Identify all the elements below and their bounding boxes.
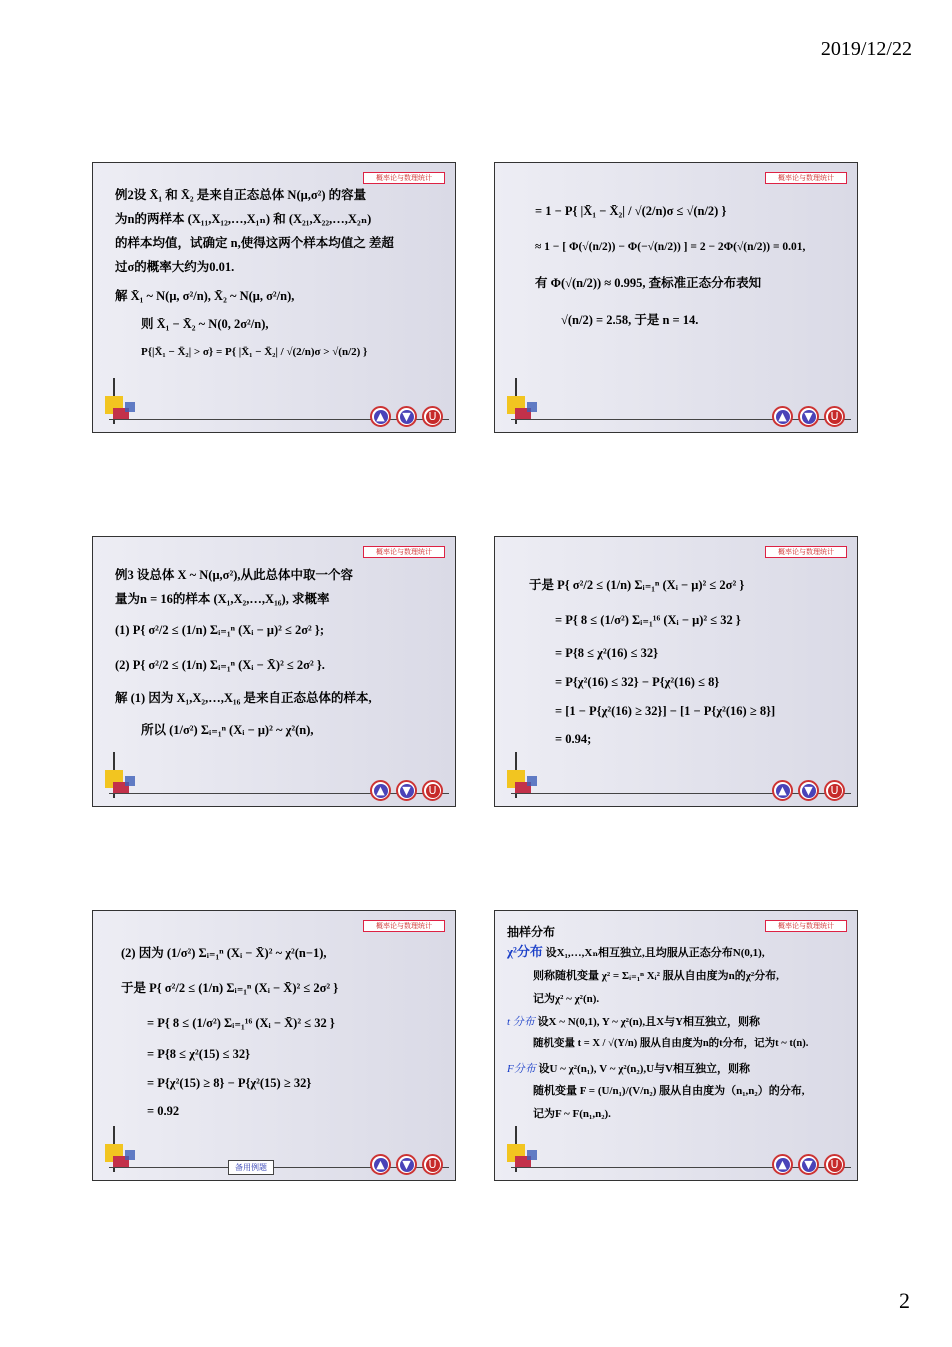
arrow-up-icon: ▲ bbox=[776, 410, 790, 424]
text-line: 设U ~ χ²(n₁), V ~ χ²(n₂),U与V相互独立，则称 bbox=[538, 1062, 750, 1075]
text-line: (2) 因为 (1/σ²) Σᵢ₌₁ⁿ (Xᵢ − X̄)² ~ χ²(n−1), bbox=[121, 946, 327, 960]
return-icon: U bbox=[426, 784, 440, 798]
arrow-up-icon: ▲ bbox=[776, 784, 790, 798]
text-line: = P{8 ≤ χ²(16) ≤ 32} bbox=[555, 645, 659, 660]
text-line: 所以 (1/σ²) Σᵢ₌₁ⁿ (Xᵢ − μ)² ~ χ²(n), bbox=[141, 723, 314, 738]
course-tag: 概率论与数理统计 bbox=[363, 920, 445, 932]
text-line: 随机变量 F = (U/n₁)/(V/n₂) 服从自由度为（n₁,n₂）的分布, bbox=[533, 1085, 805, 1098]
text-line: 于是 P{ σ²/2 ≤ (1/n) Σᵢ₌₁ⁿ (Xᵢ − μ)² ≤ 2σ² } bbox=[529, 578, 745, 592]
text-line: = 0.94; bbox=[555, 732, 592, 747]
corner-decoration bbox=[501, 754, 541, 798]
return-icon: U bbox=[828, 410, 842, 424]
text-line: = P{ 8 ≤ (1/σ²) Σᵢ₌₁¹⁶ (Xᵢ − μ)² ≤ 32 } bbox=[555, 612, 741, 627]
chi-square-label: χ²分布 bbox=[507, 944, 543, 959]
corner-decoration bbox=[501, 380, 541, 424]
slide-topic: 抽样分布 bbox=[507, 925, 556, 939]
slide-nav bbox=[370, 780, 443, 801]
text-line: 量为n = 16的样本 (X₁,X₂,…,X₁₆), 求概率 bbox=[115, 591, 330, 606]
course-tag: 概率论与数理统计 bbox=[765, 920, 847, 932]
prev-slide-button[interactable] bbox=[772, 406, 793, 427]
slide-example-3-part-2 bbox=[92, 910, 456, 1181]
page-number: 2 bbox=[899, 1288, 910, 1313]
text-line: 为n的两样本 (X₁₁,X₁₂,…,X₁ₙ) 和 (X₂₁,X₂₂,…,X₂ₙ) bbox=[115, 211, 372, 226]
slide-content bbox=[121, 945, 445, 1127]
text-line: 例2设 X̄₁ 和 X̄₂ 是来自正态总体 N(μ,σ²) 的容量 bbox=[115, 188, 367, 202]
text-line: = P{χ²(15) ≥ 8} − P{χ²(15) ≥ 32} bbox=[147, 1075, 312, 1090]
arrow-up-icon: ▲ bbox=[374, 410, 388, 424]
text-line: = P{χ²(16) ≤ 32} − P{χ²(16) ≤ 8} bbox=[555, 674, 720, 689]
arrow-down-icon: ▼ bbox=[802, 784, 816, 798]
next-slide-button[interactable] bbox=[396, 406, 417, 427]
text-line: 例3 设总体 X ~ N(μ,σ²),从此总体中取一个容 bbox=[115, 568, 354, 582]
slide-nav bbox=[772, 1154, 845, 1175]
text-line: = [1 − P{χ²(16) ≥ 32}] − [1 − P{χ²(16) ≥ 8}] bbox=[555, 703, 776, 718]
arrow-up-icon: ▲ bbox=[374, 784, 388, 798]
text-line: √(n/2) = 2.58, 于是 n = 14. bbox=[561, 313, 699, 328]
text-line: 过σ的概率大约为0.01. bbox=[115, 259, 235, 274]
return-icon: U bbox=[426, 1158, 440, 1172]
arrow-down-icon: ▼ bbox=[802, 410, 816, 424]
return-icon: U bbox=[426, 410, 440, 424]
slide-sampling-distributions bbox=[494, 910, 858, 1181]
slide-example-2-continued bbox=[494, 162, 858, 433]
slide-content bbox=[115, 567, 445, 746]
prev-slide-button[interactable] bbox=[370, 406, 391, 427]
slide-nav bbox=[370, 1154, 443, 1175]
return-icon: U bbox=[828, 784, 842, 798]
arrow-down-icon: ▼ bbox=[400, 410, 414, 424]
slide-example-3 bbox=[92, 536, 456, 807]
prev-slide-button[interactable] bbox=[370, 780, 391, 801]
corner-decoration bbox=[99, 1128, 139, 1172]
text-line: = P{ 8 ≤ (1/σ²) Σᵢ₌₁¹⁶ (Xᵢ − X̄)² ≤ 32 } bbox=[147, 1015, 335, 1030]
slide-example-2 bbox=[92, 162, 456, 433]
return-button[interactable] bbox=[824, 780, 845, 801]
slide-example-3-solution bbox=[494, 536, 858, 807]
arrow-up-icon: ▲ bbox=[374, 1158, 388, 1172]
text-line: = P{8 ≤ χ²(15) ≤ 32} bbox=[147, 1046, 251, 1061]
return-button[interactable] bbox=[824, 406, 845, 427]
text-line: = 1 − P{ |X̄₁ − X̄₂| / √(2/n)σ ≤ √(n/2) } bbox=[535, 204, 727, 218]
text-line: 解 (1) 因为 X₁,X₂,…,X₁₆ 是来自正态总体的样本, bbox=[115, 690, 372, 705]
text-line: 设X₁,…,Xₙ相互独立,且均服从正态分布N(0,1), bbox=[545, 947, 765, 959]
prev-slide-button[interactable] bbox=[370, 1154, 391, 1175]
text-line: 的样本均值，试确定 n,使得这两个样本均值之 差超 bbox=[115, 235, 394, 250]
arrow-down-icon: ▼ bbox=[400, 1158, 414, 1172]
return-button[interactable] bbox=[422, 1154, 443, 1175]
text-line: 设X ~ N(0,1), Y ~ χ²(n),且X与Y相互独立，则称 bbox=[537, 1015, 761, 1028]
text-line: = 0.92 bbox=[147, 1104, 180, 1119]
page-date: 2019/12/22 bbox=[820, 38, 912, 60]
return-button[interactable] bbox=[422, 780, 443, 801]
text-line: P{|X̄₁ − X̄₂| > σ} = P{ |X̄₁ − X̄₂| / √(2/n)σ > √(n/2) } bbox=[141, 346, 368, 359]
arrow-up-icon: ▲ bbox=[776, 1158, 790, 1172]
text-line: 于是 P{ σ²/2 ≤ (1/n) Σᵢ₌₁ⁿ (Xᵢ − X̄)² ≤ 2σ² } bbox=[121, 980, 339, 995]
next-slide-button[interactable] bbox=[798, 780, 819, 801]
f-definition bbox=[507, 1062, 847, 1077]
next-slide-button[interactable] bbox=[396, 780, 417, 801]
slide-content bbox=[115, 187, 445, 367]
text-line: ≈ 1 − [ Φ(√(n/2)) − Φ(−√(n/2)) ] = 2 − 2Φ(√(n/2)) = 0.01, bbox=[535, 240, 806, 253]
course-tag: 概率论与数理统计 bbox=[363, 546, 445, 558]
text-line: (1) P{ σ²/2 ≤ (1/n) Σᵢ₌₁ⁿ (Xᵢ − μ)² ≤ 2σ² }; bbox=[115, 622, 324, 637]
slide-nav bbox=[370, 406, 443, 427]
next-slide-button[interactable] bbox=[798, 406, 819, 427]
text-line: (2) P{ σ²/2 ≤ (1/n) Σᵢ₌₁ⁿ (Xᵢ − X̄)² ≤ 2σ² }. bbox=[115, 657, 325, 672]
f-label: F分布 bbox=[507, 1062, 536, 1075]
text-line: 记为χ² ~ χ²(n). bbox=[533, 992, 600, 1005]
text-line: 解 X̄₁ ~ N(μ, σ²/n), X̄₂ ~ N(μ, σ²/n), bbox=[115, 288, 295, 303]
corner-decoration bbox=[501, 1128, 541, 1172]
slide-nav bbox=[772, 406, 845, 427]
return-button[interactable] bbox=[422, 406, 443, 427]
slide-content bbox=[535, 203, 847, 336]
slide-content bbox=[529, 577, 847, 755]
return-icon: U bbox=[828, 1158, 842, 1172]
course-tag: 概率论与数理统计 bbox=[363, 172, 445, 184]
t-label: t 分布 bbox=[507, 1015, 535, 1028]
text-line: 记为F ~ F(n₁,n₂). bbox=[533, 1108, 611, 1121]
prev-slide-button[interactable] bbox=[772, 780, 793, 801]
corner-decoration bbox=[99, 380, 139, 424]
corner-decoration bbox=[99, 754, 139, 798]
backup-examples-button[interactable]: 备用例题 bbox=[228, 1160, 274, 1175]
text-line: 随机变量 t = X / √(Y/n) 服从自由度为n的t分布，记为t ~ t(n). bbox=[533, 1038, 809, 1050]
prev-slide-button[interactable] bbox=[772, 1154, 793, 1175]
slide-content bbox=[507, 943, 847, 1129]
text-line: 有 Φ(√(n/2)) ≈ 0.995, 查标准正态分布表知 bbox=[535, 276, 762, 291]
next-slide-button[interactable] bbox=[798, 1154, 819, 1175]
t-definition bbox=[507, 1015, 847, 1030]
arrow-down-icon: ▼ bbox=[802, 1158, 816, 1172]
return-button[interactable] bbox=[824, 1154, 845, 1175]
slide-nav bbox=[772, 780, 845, 801]
chi-square-definition bbox=[507, 943, 847, 961]
arrow-down-icon: ▼ bbox=[400, 784, 414, 798]
next-slide-button[interactable] bbox=[396, 1154, 417, 1175]
course-tag: 概率论与数理统计 bbox=[765, 546, 847, 558]
text-line: 则称随机变量 χ² = Σᵢ₌₁ⁿ Xᵢ² 服从自由度为n的χ²分布, bbox=[533, 969, 779, 982]
text-line: 则 X̄₁ − X̄₂ ~ N(0, 2σ²/n), bbox=[141, 317, 269, 332]
course-tag: 概率论与数理统计 bbox=[765, 172, 847, 184]
